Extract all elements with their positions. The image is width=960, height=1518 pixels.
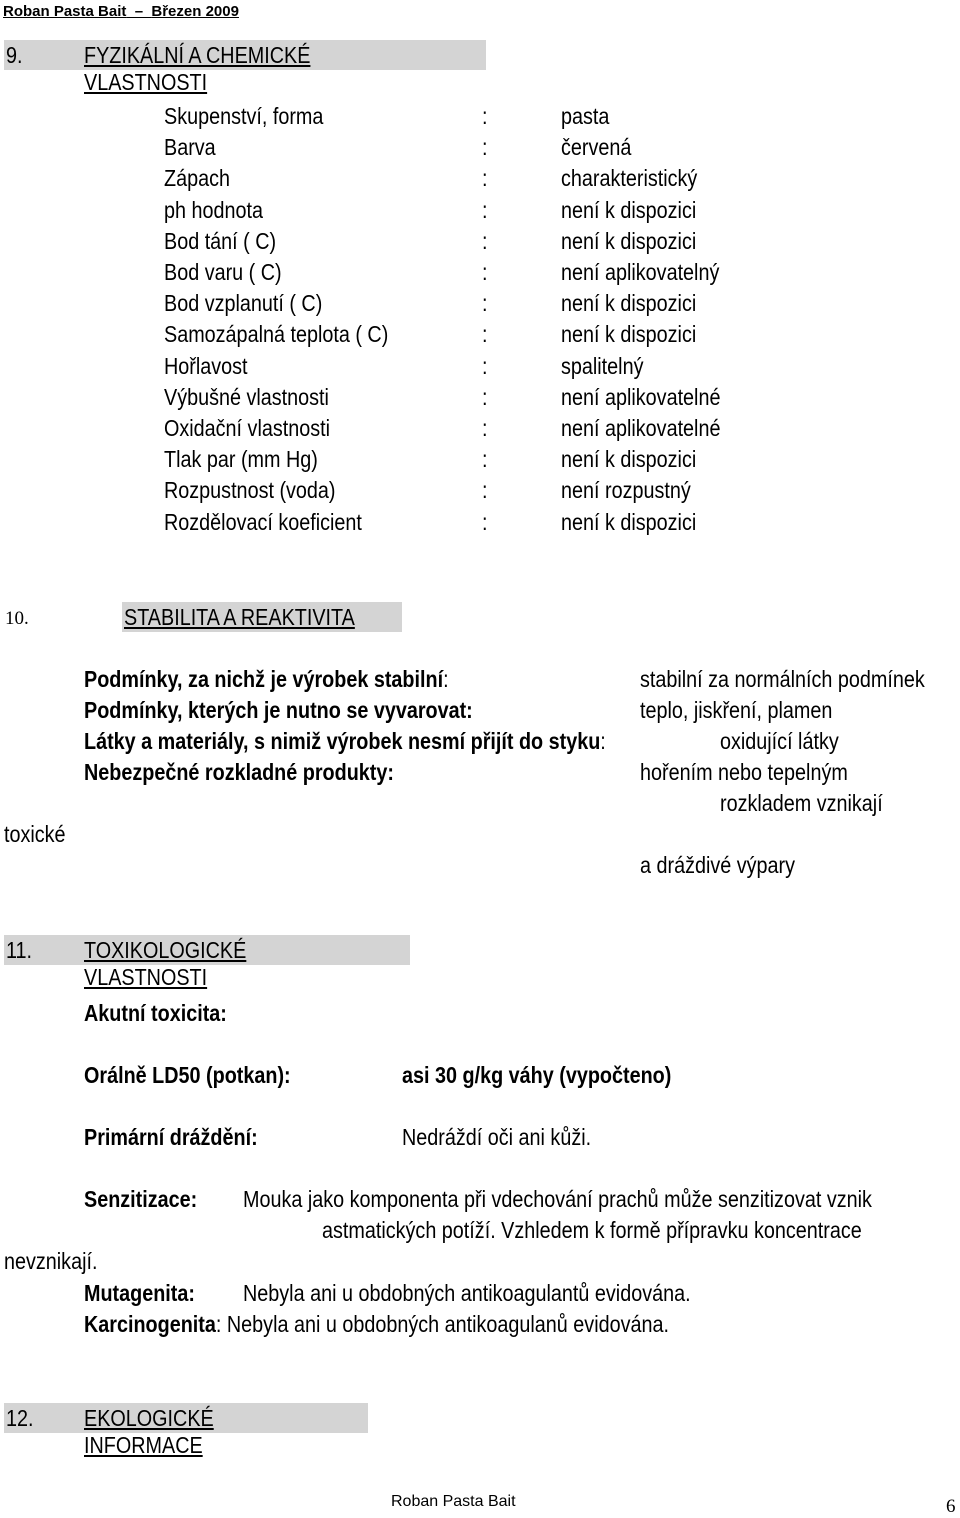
- sensitization-label: Senzitizace:: [84, 1186, 198, 1212]
- property-separator: :: [482, 165, 488, 191]
- property-value: červená: [561, 134, 632, 160]
- mutagenicity-label: Mutagenita:: [84, 1280, 195, 1306]
- header-date: Březen 2009: [151, 3, 239, 20]
- property-value: pasta: [561, 103, 610, 129]
- property-value: není k dispozici: [561, 290, 697, 316]
- oral-ld50-label: Orálně LD50 (potkan):: [84, 1062, 291, 1088]
- property-separator: :: [482, 415, 488, 441]
- property-label: Rozdělovací koeficient: [164, 509, 362, 535]
- footer-text: Roban Pasta Bait: [391, 1493, 516, 1510]
- section-title: EKOLOGICKÉ INFORMACE: [84, 1405, 214, 1458]
- property-separator: :: [482, 384, 488, 410]
- property-separator: :: [482, 228, 488, 254]
- stability-value: stabilní za normálních podmínek: [640, 666, 925, 692]
- primary-irritation-label: Primární dráždění:: [84, 1124, 258, 1150]
- property-separator: :: [482, 353, 488, 379]
- property-label: Bod tání ( C): [164, 228, 277, 254]
- property-value: není k dispozici: [561, 228, 697, 254]
- decomposition-value-line-3: toxické: [4, 821, 66, 847]
- property-separator: :: [482, 290, 488, 316]
- section-10-heading: [4, 602, 402, 632]
- section-title: FYZIKÁLNÍ A CHEMICKÉ VLASTNOSTI: [84, 42, 311, 95]
- materials-label: Látky a materiály, s nimiž výrobek nesmí přijít do styku:: [84, 728, 606, 754]
- property-value: není aplikovatelné: [561, 415, 721, 441]
- property-label: Zápach: [164, 165, 230, 191]
- section-number: 12.: [6, 1405, 34, 1431]
- header-title: Roban Pasta Bait: [3, 3, 127, 20]
- property-value: není aplikovatelné: [561, 384, 721, 410]
- property-label: ph hodnota: [164, 197, 264, 223]
- property-label: Samozápalná teplota ( C): [164, 321, 389, 347]
- property-label: Bod vzplanutí ( C): [164, 290, 323, 316]
- property-value: není k dispozici: [561, 509, 697, 535]
- acute-toxicity-label: Akutní toxicita:: [84, 1000, 227, 1026]
- property-label: Tlak par (mm Hg): [164, 446, 318, 472]
- section-title: TOXIKOLOGICKÉ VLASTNOSTI: [84, 937, 247, 990]
- document-header: Roban Pasta Bait – Březen 2009: [3, 3, 239, 20]
- mutagenicity-value: Nebyla ani u obdobných antikoagulantů evidována.: [243, 1280, 691, 1306]
- page-number: 6: [946, 1496, 956, 1517]
- property-separator: :: [482, 103, 488, 129]
- property-value: není k dispozici: [561, 321, 697, 347]
- stability-label: Podmínky, za nichž je výrobek stabilní:: [84, 666, 449, 692]
- property-separator: :: [482, 446, 488, 472]
- decomposition-value-line-2: rozkladem vznikají: [720, 790, 883, 816]
- section-number: 11.: [6, 937, 33, 963]
- property-label: Skupenství, forma: [164, 103, 324, 129]
- avoid-label: Podmínky, kterých je nutno se vyvarovat:: [84, 697, 473, 723]
- section-number: 9.: [6, 42, 23, 68]
- property-label: Rozpustnost (voda): [164, 477, 336, 503]
- property-value: není aplikovatelný: [561, 259, 720, 285]
- section-12-heading: [4, 1403, 368, 1458]
- materials-value: oxidující látky: [720, 728, 839, 754]
- property-label: Hořlavost: [164, 353, 248, 379]
- carcinogenicity-label: Karcinogenita: [84, 1311, 216, 1337]
- decomposition-value-line-4: a dráždivé výpary: [640, 852, 796, 878]
- property-label: Výbušné vlastnosti: [164, 384, 329, 410]
- property-label: Barva: [164, 134, 216, 160]
- property-separator: :: [482, 509, 488, 535]
- avoid-value: teplo, jiskření, plamen: [640, 697, 833, 723]
- property-separator: :: [482, 321, 488, 347]
- property-value: spalitelný: [561, 353, 644, 379]
- sensitization-value-line-3: nevznikají.: [4, 1248, 98, 1274]
- property-separator: :: [482, 259, 488, 285]
- oral-ld50-value: asi 30 g/kg váhy (vypočteno): [402, 1062, 672, 1088]
- property-value: charakteristický: [561, 165, 698, 191]
- section-number: 10.: [5, 608, 29, 629]
- carcinogenicity-value: Nebyla ani u obdobných antikoagulanů evidována.: [226, 1311, 669, 1337]
- property-separator: :: [482, 134, 488, 160]
- section-11-heading: [4, 935, 410, 990]
- sensitization-value-line-1: Mouka jako komponenta při vdechování prachů může senzitizovat vznik: [243, 1186, 872, 1212]
- property-value: není k dispozici: [561, 446, 697, 472]
- section-9-heading: [4, 40, 486, 95]
- section-title: STABILITA A REAKTIVITA: [124, 604, 355, 630]
- primary-irritation-value: Nedráždí oči ani kůži.: [402, 1124, 592, 1150]
- decomposition-value-line-1: hořením nebo tepelným: [640, 759, 848, 785]
- property-value: není k dispozici: [561, 197, 697, 223]
- property-separator: :: [482, 197, 488, 223]
- property-label: Bod varu ( C): [164, 259, 282, 285]
- property-separator: :: [482, 477, 488, 503]
- carcinogenicity-row: Karcinogenita: Nebyla ani u obdobných antikoagulanů evidována.: [84, 1311, 669, 1337]
- decomposition-label: Nebezpečné rozkladné produkty:: [84, 759, 394, 785]
- property-value: není rozpustný: [561, 477, 691, 503]
- property-label: Oxidační vlastnosti: [164, 415, 331, 441]
- sensitization-value-line-2: astmatických potíží. Vzhledem k formě přípravku koncentrace: [322, 1217, 862, 1243]
